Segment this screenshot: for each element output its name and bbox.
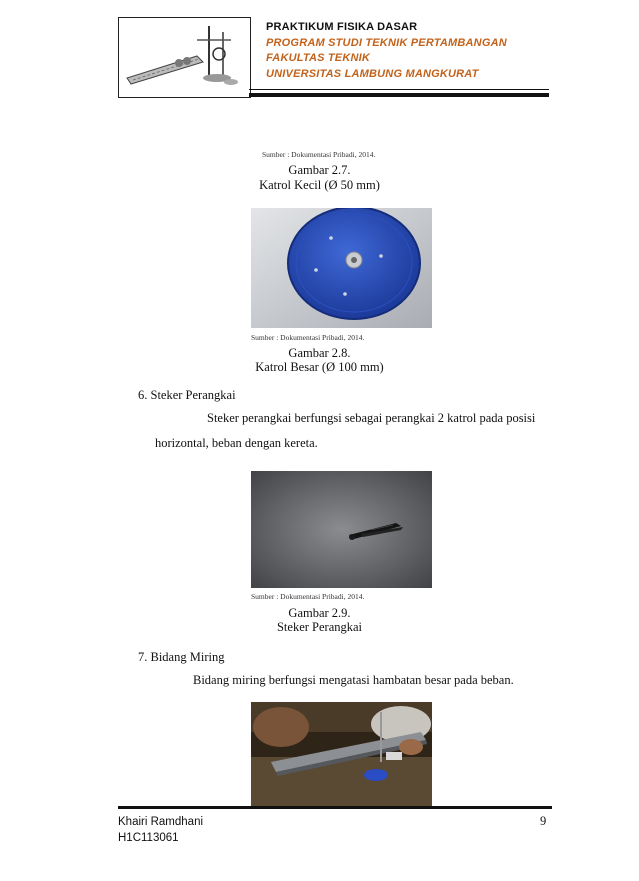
figure-source: Sumber : Dokumentasi Pribadi, 2014. [251,333,365,342]
figure-number: Gambar 2.8. [288,346,351,360]
page-number: 9 [540,814,547,828]
header-program: PROGRAM STUDI TEKNIK PERTAMBANGAN [266,36,507,49]
section-heading: 6. Steker Perangkai [138,388,236,402]
photo-large-pulley [251,208,432,328]
header-faculty: FAKULTAS TEKNIK [266,52,371,64]
header-course: PRAKTIKUM FISIKA DASAR [266,21,418,33]
paragraph-line: Bidang miring berfungsi mengatasi hambatan besar pada beban. [193,673,514,687]
figure-number: Gambar 2.7. [288,163,351,177]
section-heading: 7. Bidang Miring [138,650,225,664]
apparatus-logo-icon [119,18,250,97]
paragraph-line: horizontal, beban dengan kereta. [155,436,318,450]
footer-author-block [118,814,203,846]
figure-source: Sumber : Dokumentasi Pribadi, 2014. [251,592,365,601]
figure-source: Sumber : Dokumentasi Pribadi, 2014. [262,150,376,159]
photo-inclined-plane [251,702,432,806]
header-logo [118,17,251,98]
figure-title: Katrol Kecil (Ø 50 mm) [259,178,380,192]
header-university: UNIVERSITAS LAMBUNG MANGKURAT [266,67,479,80]
figure-number: Gambar 2.9. [288,606,351,620]
footer-student-id: H1C113061 [118,832,179,844]
footer-rule [118,806,552,809]
figure-title: Steker Perangkai [276,620,363,634]
figure-title: Katrol Besar (Ø 100 mm) [255,360,384,374]
paragraph-line: Steker perangkai berfungsi sebagai perangkai 2 katrol pada posisi [207,411,536,425]
photo-steker-perangkai [251,471,432,588]
header-rule-thin [249,89,549,90]
header-text [266,20,507,82]
header-rule-thick [249,93,549,97]
footer-author: Khairi Ramdhani [118,816,204,828]
